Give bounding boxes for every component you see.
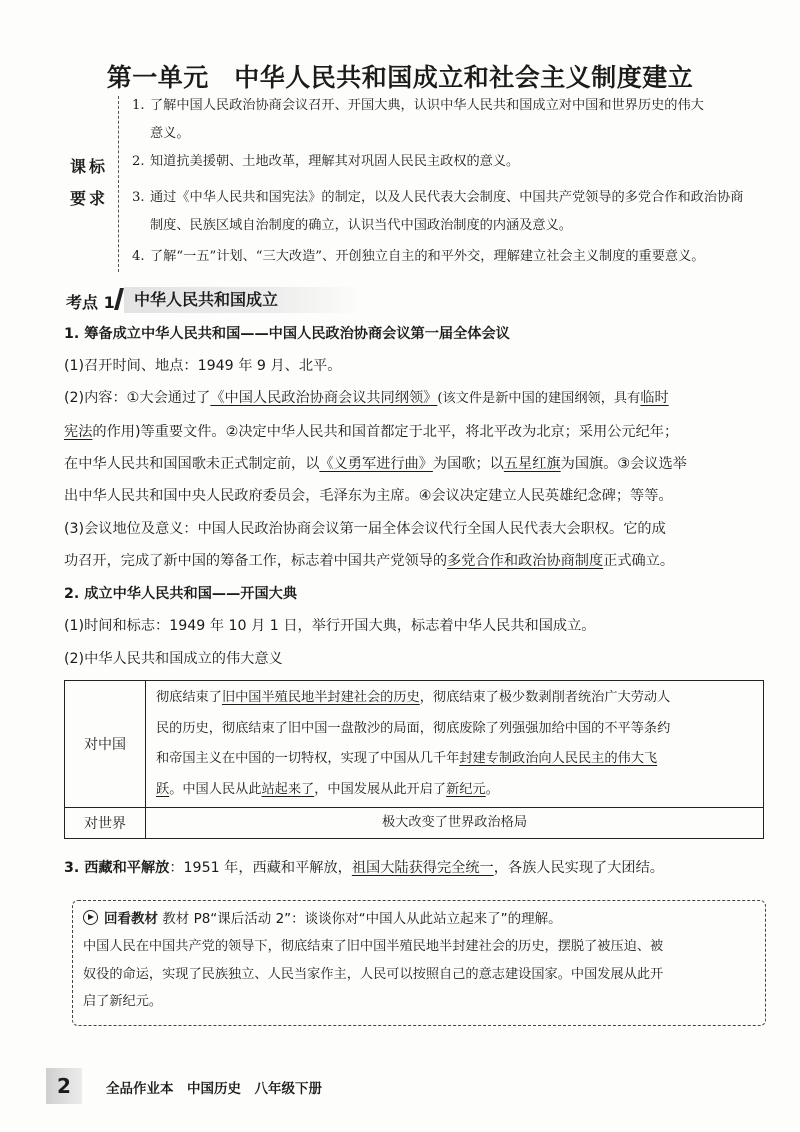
play-icon: [83, 910, 98, 925]
kaodian-separator: [114, 288, 124, 310]
row-header-world: 对世界: [65, 808, 146, 839]
significance-table: [64, 680, 764, 839]
text: 在中华人民共和国国歌未正式制定前，以: [64, 456, 320, 472]
underlined-text: 多党合作和政治协商制度: [447, 553, 604, 569]
requirement-item: [132, 92, 762, 148]
underlined-text: 《中国人民政治协商会议共同纲领》: [210, 390, 438, 406]
cell-china: [146, 681, 764, 808]
requirement-item: [132, 148, 762, 176]
underlined-text: 新纪元: [446, 781, 486, 797]
kaodian-title: 中华人民共和国成立: [124, 287, 364, 313]
section-1-p2-line2: [64, 421, 678, 441]
page-number: 2: [46, 1068, 82, 1104]
text: 和帝国主义在中国的一切特权，实现了中国从几千年: [156, 751, 460, 766]
section-2-p2: (2)中华人民共和国成立的伟大意义: [64, 651, 283, 667]
text: 为国歌；以: [432, 456, 504, 472]
requirement-text: 了解“一五”计划、“三大改造”、开创独立自主的和平外交，理解建立社会主义制度的重要意义。: [150, 249, 705, 264]
footer-text: 全品作业本 中国历史 八年级下册: [106, 1081, 322, 1097]
text: 民的历史，彻底结束了旧中国一盘散沙的局面，彻底废除了列强强加给中国的不平等条约: [156, 720, 671, 736]
unit-title: 第一单元 中华人民共和国成立和社会主义制度建立: [106, 63, 694, 92]
requirements-divider: [118, 96, 119, 272]
requirement-number: 4.: [132, 249, 145, 264]
text: 。中国人民从此: [169, 781, 262, 797]
row-header-china: 对中国: [65, 681, 146, 808]
kaodian-label: 考点 1: [66, 293, 115, 312]
section-1-p2-line4: 出中华人民共和国中央人民政府委员会，毛泽东为主席。④会议决定建立人民英雄纪念碑；等等。: [64, 488, 673, 504]
section-2-heading: 2. 成立中华人民共和国——开国大典: [64, 586, 298, 602]
text: ：1951 年，西藏和平解放，: [169, 860, 352, 876]
review-box: [72, 900, 766, 1026]
requirement-number: 3.: [132, 190, 145, 205]
table-row: [65, 808, 764, 839]
requirement-text: 通过《中华人民共和国宪法》的制定，以及人民代表大会制度、中国共产党领导的多党合作和政治协商: [150, 190, 744, 205]
requirement-number: 1.: [132, 98, 145, 113]
underlined-text: 《义勇军进行曲》: [319, 456, 433, 472]
cell-world: 极大改变了世界政治格局: [146, 808, 764, 839]
underlined-text: 临时: [640, 390, 669, 406]
review-answer: [83, 933, 759, 1016]
requirement-item: [132, 243, 762, 271]
section-3: [64, 857, 664, 877]
text: (该文件是新中国的建国纲领，具有: [437, 391, 641, 406]
text: 彻底结束了: [156, 690, 222, 705]
requirement-text-cont: 制度、民族区域自治制度的确立，认识当代中国政治制度的内涵及意义。: [150, 218, 572, 233]
requirement-number: 2.: [132, 154, 145, 169]
text: ，各族人民实现了大团结。: [493, 860, 664, 876]
underlined-text: 跃: [156, 781, 170, 797]
footer: [0, 1068, 800, 1108]
requirements-label-line2: 要求: [70, 189, 109, 208]
text: 奴役的命运，实现了民族独立、人民当家作主，人民可以按照自己的意志建设国家。中国发展从此开: [83, 966, 664, 982]
requirement-text: 知道抗美援朝、土地改革，理解其对巩固人民民主政权的意义。: [150, 154, 520, 169]
text: 中国人民在中国共产党的领导下，彻底结束了旧中国半殖民地半封建社会的历史，摆脱了被压迫、被: [83, 939, 664, 954]
requirement-item: [132, 184, 762, 240]
text: 的作用)等重要文件。②决定中华人民共和国首都定于北平，将北平改为北京；采用公元纪年；: [92, 424, 679, 440]
section-1-p3-line2: [64, 550, 674, 570]
section-2-p1: (1)时间和标志：1949 年 10 月 1 日，举行开国大典，标志着中华人民共和国成立。: [64, 618, 596, 634]
text: ，彻底结束了极少数剥削者统治广大劳动人: [419, 690, 671, 705]
section-1-p2-line3: [64, 453, 687, 473]
review-label: 回看教材: [104, 911, 158, 927]
requirements-label-line1: 课标: [70, 157, 109, 176]
underlined-text: 宪法: [64, 424, 93, 440]
underlined-text: 封建专制政治向人民民主的伟大飞: [459, 751, 658, 766]
text: 为国旗。③会议选举: [560, 456, 687, 472]
text: 正式确立。: [603, 553, 675, 569]
underlined-text: 站起来了: [261, 781, 315, 797]
text: 功召开，完成了新中国的筹备工作，标志着中国共产党领导的: [64, 553, 448, 569]
review-question: 教材 P8“课后活动 2”：谈谈你对“中国人从此站立起来了”的理解。: [158, 911, 562, 927]
section-1-p2-line1: [64, 387, 669, 407]
underlined-text: 五星红旗: [503, 456, 561, 472]
requirement-text: 了解中国人民政治协商会议召开、开国大典，认识中华人民共和国成立对中国和世界历史的伟大: [150, 98, 704, 113]
text: (2)内容：①大会通过了: [64, 390, 211, 406]
underlined-text: 祖国大陆获得完全统一: [351, 860, 494, 876]
text: 。: [485, 781, 499, 797]
requirement-text-cont: 意义。: [150, 126, 190, 141]
text: ，中国发展从此开启了: [314, 781, 447, 797]
text: 启了新纪元。: [83, 994, 163, 1009]
section-3-heading: 3. 西藏和平解放: [64, 860, 170, 876]
section-1-p3-line1: (3)会议地位及意义：中国人民政治协商会议第一届全体会议代行全国人民代表大会职权。它的成: [64, 521, 666, 537]
section-1-p1: (1)召开时间、地点：1949 年 9 月、北平。: [64, 358, 342, 374]
section-1-heading: 1. 筹备成立中华人民共和国——中国人民政治协商会议第一届全体会议: [64, 326, 510, 342]
underlined-text: 旧中国半殖民地半封建社会的历史: [221, 690, 420, 705]
table-row: [65, 681, 764, 808]
review-header: [83, 907, 562, 927]
